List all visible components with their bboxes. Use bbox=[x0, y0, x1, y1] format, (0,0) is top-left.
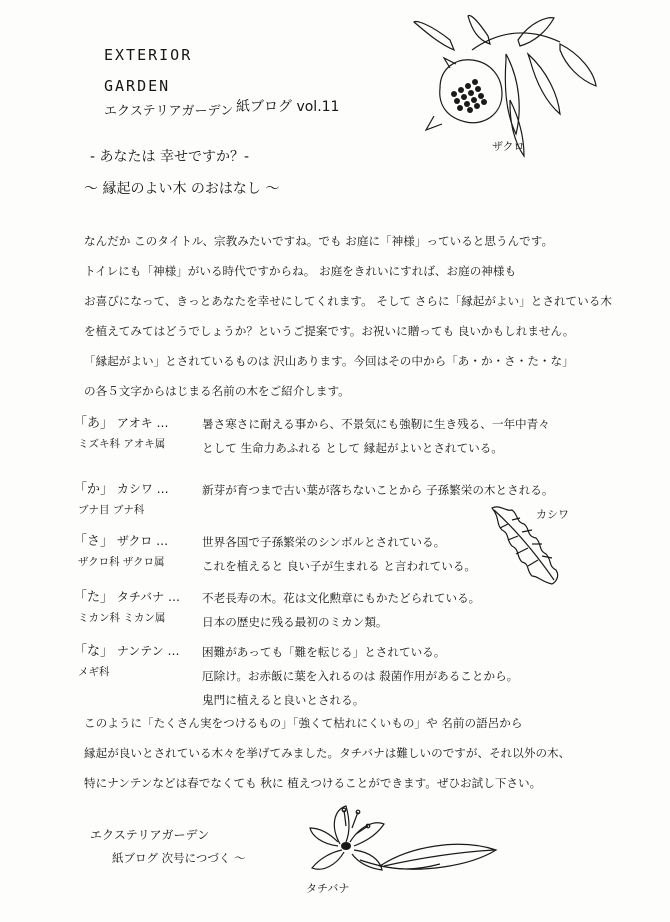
intro-line: を植えてみてはどうでしょうか？というご提案です。お祝いに贈っても 良いかもしれません。 bbox=[84, 324, 575, 338]
tree-name: ナンテン … bbox=[116, 644, 180, 658]
blog-volume-label: 紙ブログ vol.11 bbox=[236, 99, 340, 115]
intro-line: お喜びになって、きっとあなたを幸せにしてくれます。 そして さらに「縁起がよい」とされている木 bbox=[84, 294, 612, 308]
tree-mark: 「か」 bbox=[74, 482, 114, 497]
tree-family: ミカン科 ミカン属 bbox=[78, 612, 166, 624]
oak-leaf-icon bbox=[486, 500, 582, 588]
tachibana-label: タチバナ bbox=[306, 882, 350, 895]
kashiwa-label: カシワ bbox=[536, 508, 569, 521]
tree-family: メギ科 bbox=[78, 666, 110, 678]
tree-description: 困難があっても「難を転じる」とされている。 厄除け。お赤飯に葉を入れるのは 殺菌作用があることから。 鬼門に植えると良いとされる。 bbox=[202, 645, 519, 707]
tachibana-flower-icon bbox=[300, 796, 500, 896]
tree-mark: 「た」 bbox=[74, 590, 114, 605]
brand-name-jp: エクステリアガーデン bbox=[104, 104, 234, 119]
subtitle-heading: 〜 縁起のよい木 のおはなし 〜 bbox=[84, 181, 280, 197]
brand-name-line1: EXTERIOR bbox=[104, 46, 193, 64]
tree-name: カシワ … bbox=[116, 482, 169, 496]
footer-company: エクステリアガーデン bbox=[90, 828, 210, 842]
tree-name: アオキ … bbox=[116, 416, 169, 430]
footer-next-issue: 紙ブログ 次号につづく 〜 bbox=[112, 851, 246, 865]
tree-description: 暑さ寒さに耐える事から、不景気にも強靭に生き残る、一年中青々 として 生命力あふれる として 縁起がよいとされている。 bbox=[202, 417, 550, 455]
intro-line: なんだか このタイトル、宗教みたいですね。でも お庭に「神様」っていると思うんです。 bbox=[84, 234, 554, 248]
tree-mark: 「な」 bbox=[74, 644, 114, 659]
intro-line: の各５文字からはじまる名前の木をご紹介します。 bbox=[84, 384, 350, 398]
intro-line: トイレにも「神様」がいる時代ですからね。 お庭をきれいにすれば、お庭の神様も bbox=[84, 264, 517, 278]
tree-description: 新芽が育つまで古い葉が落ちないことから 子孫繁栄の木とされる。 bbox=[202, 483, 554, 497]
intro-paragraph bbox=[84, 226, 612, 406]
tree-name: ザクロ … bbox=[116, 534, 169, 548]
question-heading: - あなたは 幸せですか？- bbox=[90, 149, 250, 165]
pomegranate-label: ザクロ bbox=[492, 140, 525, 153]
tree-mark: 「さ」 bbox=[74, 534, 114, 549]
brand-name-line2: GARDEN bbox=[104, 77, 171, 95]
closing-line: 特にナンテンなどは春でなくても 秋に 植えつけることができます。ぜひお試し下さい。 bbox=[84, 776, 542, 790]
tree-name: タチバナ … bbox=[116, 590, 180, 604]
closing-line: 縁起が良いとされている木々を挙げてみました。タチバナは難しいのですが、それ以外の木、 bbox=[84, 746, 571, 760]
closing-line: このように「たくさん実をつけるもの」「強くて枯れにくいもの」や 名前の語呂から bbox=[84, 716, 523, 730]
tree-family: ミズキ科 アオキ属 bbox=[78, 438, 166, 450]
intro-line: 「縁起がよい」とされているものは 沢山あります。今回はその中から「あ・か・さ・た・な」 bbox=[84, 354, 574, 368]
tree-family: ザクロ科 ザクロ属 bbox=[78, 556, 165, 568]
tree-description: 世界各国で子孫繁栄のシンボルとされている。 これを植えると 良い子が生まれる と言われている。 bbox=[202, 535, 477, 573]
tree-family: ブナ目 ブナ科 bbox=[78, 504, 145, 516]
pomegranate-icon bbox=[410, 10, 600, 170]
tree-description: 不老長寿の木。花は文化勲章にもかたどられている。 日本の歴史に残る最初のミカン類。 bbox=[202, 591, 481, 629]
closing-paragraph bbox=[84, 708, 604, 798]
tree-mark: 「あ」 bbox=[74, 416, 114, 431]
